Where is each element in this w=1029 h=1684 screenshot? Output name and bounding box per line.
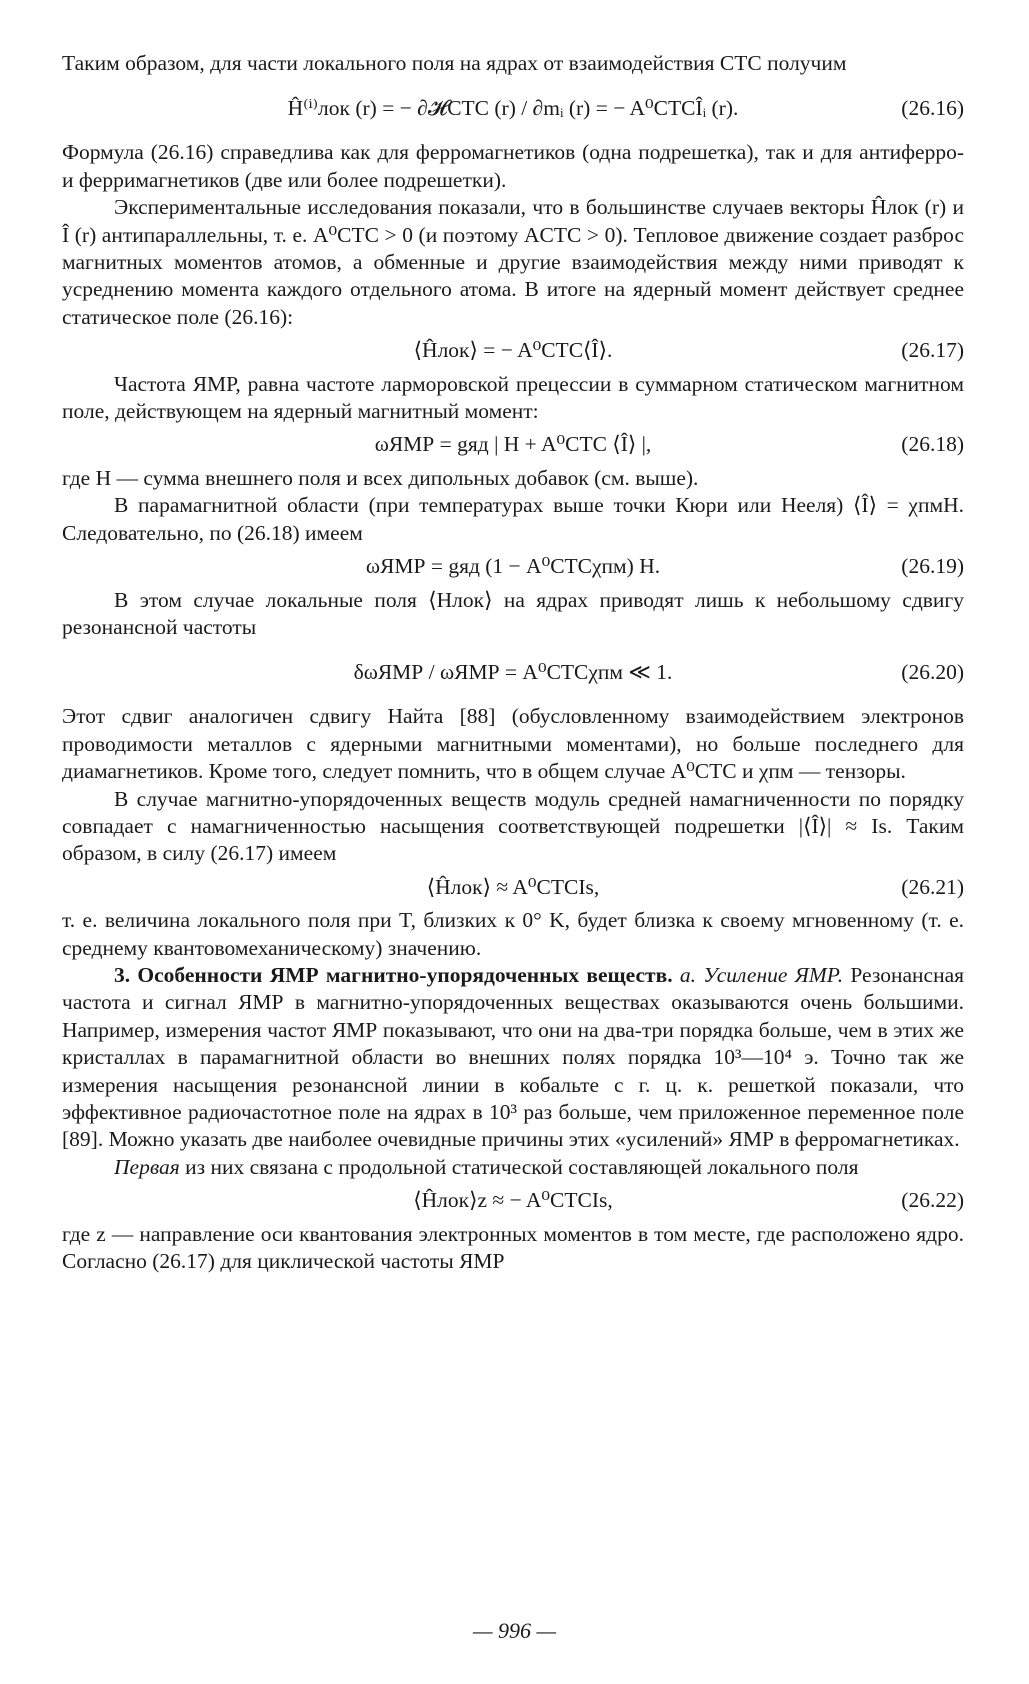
equation-body: ⟨Ĥлок⟩ = − A⁰СТС⟨Î⟩. xyxy=(413,338,613,363)
paragraph-nmr-frequency: Частота ЯМР, равна частоте ларморовской прецессии в суммарном статическом магнитном поле, действующем на ядерный магнитный момент: xyxy=(62,371,964,424)
page-number: — 996 — xyxy=(472,1618,557,1643)
equation-26-18 xyxy=(62,431,964,458)
equation-number: (26.20) xyxy=(901,660,964,685)
equation-26-16 xyxy=(62,83,964,133)
paragraph-local-field-magnitude: т. е. величина локального поля при T, близких к 0° K, будет близка к своему мгновенному (т. е. среднему квантовомеханическому) значению. xyxy=(62,908,964,960)
subsection-heading: а. Усиление ЯМР. xyxy=(679,962,844,987)
equation-number: (26.22) xyxy=(901,1188,964,1213)
paragraph-section-3 xyxy=(62,962,964,1154)
paragraph-where-h: где H — сумма внешнего поля и всех дипольных добавок (см. выше). xyxy=(62,465,699,490)
paragraph-paramagnetic: В парамагнитной области (при температурах выше точки Кюри или Нееля) ⟨Î⟩ = χпмH. Следовательно, по (26.18) имеем xyxy=(62,493,964,545)
equation-number: (26.17) xyxy=(901,338,964,363)
equation-number: (26.18) xyxy=(901,432,964,457)
equation-body: ωЯМР = gяд | H + A⁰СТС ⟨Î⟩ |, xyxy=(374,432,652,457)
paragraph-first-reason xyxy=(62,1154,964,1181)
equation-26-17 xyxy=(62,337,964,364)
paragraph-text: из них связана с продольной статической составляющей локального поля xyxy=(185,1154,859,1179)
paragraph-intro: Таким образом, для части локального поля на ядрах от взаимодействия СТС получим xyxy=(62,51,847,75)
paragraph-local-fields: В этом случае локальные поля ⟨Hлок⟩ на ядрах приводят лишь к небольшому сдвигу резонансной частоты xyxy=(62,587,964,639)
equation-body: Ĥ⁽ⁱ⁾лок (r) = − ∂𝓗СТС (r) / ∂mᵢ (r) = − A⁰СТСÎᵢ (r). xyxy=(287,96,739,121)
paragraph-experimental: Экспериментальные исследования показали, что в большинстве случаев векторы Ĥлок (r) и Î (r) антипараллельны, т. е. A⁰СТС > 0 (и поэтому AСТС > 0). Тепловое движение создает разброс магнитных моментов атомов, а обменные и другие взаимодействия между ними приводят к усреднению момента каждого отдельного атома. В итоге на ядерный момент действует среднее статическое поле (26.16): xyxy=(62,195,964,329)
equation-26-22 xyxy=(62,1187,964,1214)
paragraph-quantization-axis: где z — направление оси квантования электронных моментов в том месте, где расположено ядро. Согласно (26.17) для циклической частоты ЯМР xyxy=(62,1221,964,1274)
equation-26-19 xyxy=(62,553,964,580)
lead-word: Первая xyxy=(114,1154,180,1179)
equation-number: (26.21) xyxy=(901,874,964,899)
equation-body: δωЯМР / ωЯМР = A⁰СТСχпм ≪ 1. xyxy=(353,660,673,685)
equation-body: ⟨Ĥлок⟩ ≈ A⁰СТСIs, xyxy=(426,874,600,899)
equation-body: ⟨Ĥлок⟩z ≈ − A⁰СТСIs, xyxy=(413,1188,613,1213)
equation-number: (26.16) xyxy=(901,96,964,121)
equation-number: (26.19) xyxy=(901,554,964,579)
paragraph-ordered-substances: В случае магнитно-упорядоченных веществ модуль средней намагниченности по порядку совпадает с намагниченностью насыщения соответствующей подрешетки |⟨Î⟩| ≈ Is. Таким образом, в силу (26.17) имеем xyxy=(62,786,964,866)
equation-26-20 xyxy=(62,647,964,697)
paragraph-formula-validity: Формула (26.16) справедлива как для ферромагнетиков (одна подрешетка), так и для антиферро- и ферримагнетиков (две или более подрешетки). xyxy=(62,140,964,192)
equation-body: ωЯМР = gяд (1 − A⁰СТСχпм) H. xyxy=(365,554,661,579)
equation-26-21 xyxy=(62,874,964,901)
section-body: Резонансная частота и сигнал ЯМР в магнитно-упорядоченных веществах оказываются очень большими. Например, измерения частот ЯМР показывают, что они на два-три порядка больше, чем в этих же кристаллах в парамагнитной области во внешних полях порядка 10³—10⁴ э. Точно так же измерения насыщения резонансной линии в кобальте с г. ц. к. решеткой показали, что эффективное радиочастотное поле на ядрах в 10³ раз больше, чем приложенное переменное поле [89]. Можно указать две наиболее очевидные причины этих «усилений» ЯМР в ферромагнетиках. xyxy=(62,962,965,1152)
section-heading: 3. Особенности ЯМР магнитно-упорядоченных веществ. xyxy=(114,962,673,987)
paragraph-knight-shift: Этот сдвиг аналогичен сдвигу Найта [88] (обусловленному взаимодействием электронов проводимости металлов с ядерными магнитными моментами), но больше последнего для диамагнетиков. Кроме того, следует помнить, что в общем случае A⁰СТС и χпм — тензоры. xyxy=(62,704,964,784)
